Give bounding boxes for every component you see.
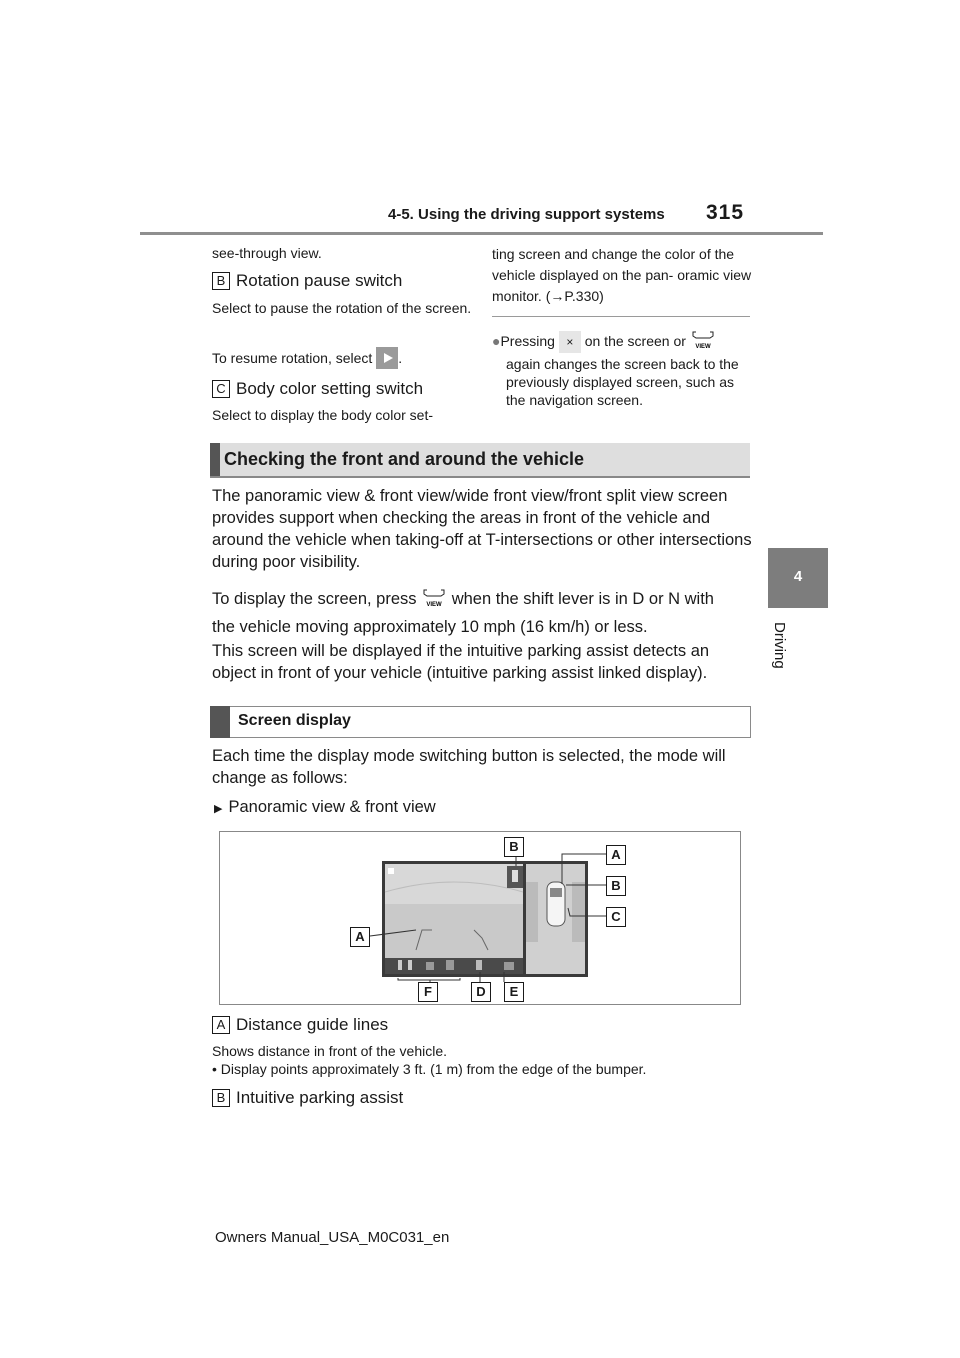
chapter-label: Driving — [771, 622, 788, 669]
legend-a-bullet: • Display points approximately 3 ft. (1 m) from the edge of the bumper. — [212, 1061, 647, 1077]
callout-e: E — [504, 982, 524, 1002]
mode-item: ▶ Panoramic view & front view — [214, 798, 436, 816]
letter-box-b: B — [212, 1089, 230, 1107]
section-title: 4-5. Using the driving support systems — [388, 206, 665, 223]
view-button-icon — [690, 330, 716, 350]
svg-text:VIEW: VIEW — [426, 602, 442, 608]
callout-b-top: B — [504, 837, 524, 857]
separator — [492, 316, 750, 317]
legend-b-heading: B Intuitive parking assist — [212, 1088, 403, 1108]
continued-text-right: ting screen and change the color of the vehicle displayed on the pan- oramic view monitor. (→P.330) — [492, 246, 752, 304]
paragraph-4: Each time the display mode switching button is selected, the mode will change as follows: — [212, 747, 726, 787]
footer-text: Owners Manual_USA_M0C031_en — [215, 1229, 450, 1246]
svg-text:VIEW: VIEW — [695, 344, 711, 350]
screen-illustration — [220, 832, 740, 1004]
chapter-number: 4 — [793, 568, 803, 585]
callout-a-left: A — [350, 927, 370, 947]
paragraph-1: The panoramic view & front view/wide front view/front split view screen provides support when checking the areas in front of the vehicle and around the vehicle when taking-off at T-intersections or other intersections during poor visibility. — [212, 487, 752, 571]
item-b-desc: Select to pause the rotation of the screen. — [212, 300, 472, 316]
callout-a-right: A — [606, 845, 626, 865]
note: ●Pressing × on the screen or VIEW again changes the screen back to the previously displayed screen, such as the navigation screen. — [492, 330, 754, 409]
paragraph-3: This screen will be displayed if the intuitive parking assist detects an object in front of your vehicle (intuitive parking assist linked display). — [212, 642, 710, 682]
letter-box-c: C — [212, 380, 230, 398]
legend-a-heading: A Distance guide lines — [212, 1015, 388, 1035]
item-b-resume: To resume rotation, select . — [212, 347, 402, 369]
view-button-icon — [421, 588, 447, 608]
page-number: 315 — [706, 201, 745, 224]
screen-figure — [219, 831, 741, 1005]
subsection-heading: Screen display — [210, 706, 751, 738]
arrow-bullet-icon: ▶ — [214, 803, 223, 815]
legend-a-desc: Shows distance in front of the vehicle. — [212, 1043, 448, 1059]
continued-text: see-through view. — [212, 245, 322, 261]
header-rule — [140, 232, 823, 235]
paragraph-2-line-1: To display the screen, press VIEW when the shift lever is in D or N with — [212, 590, 714, 608]
letter-box-a: A — [212, 1016, 230, 1034]
callout-c: C — [606, 907, 626, 927]
close-icon: × — [559, 331, 581, 353]
section-heading: Checking the front and around the vehicle — [210, 443, 750, 478]
item-c-heading: C Body color setting switch — [212, 379, 423, 399]
item-c-desc: Select to display the body color set- — [212, 407, 434, 423]
paragraph-2-line-2: the vehicle moving approximately 10 mph (16 km/h) or less. — [212, 618, 648, 636]
item-b-heading: B Rotation pause switch — [212, 271, 402, 291]
letter-box-b: B — [212, 272, 230, 290]
callout-f: F — [418, 982, 438, 1002]
resume-rotation-icon — [376, 347, 398, 369]
callout-b-right: B — [606, 876, 626, 896]
callout-d: D — [471, 982, 491, 1002]
